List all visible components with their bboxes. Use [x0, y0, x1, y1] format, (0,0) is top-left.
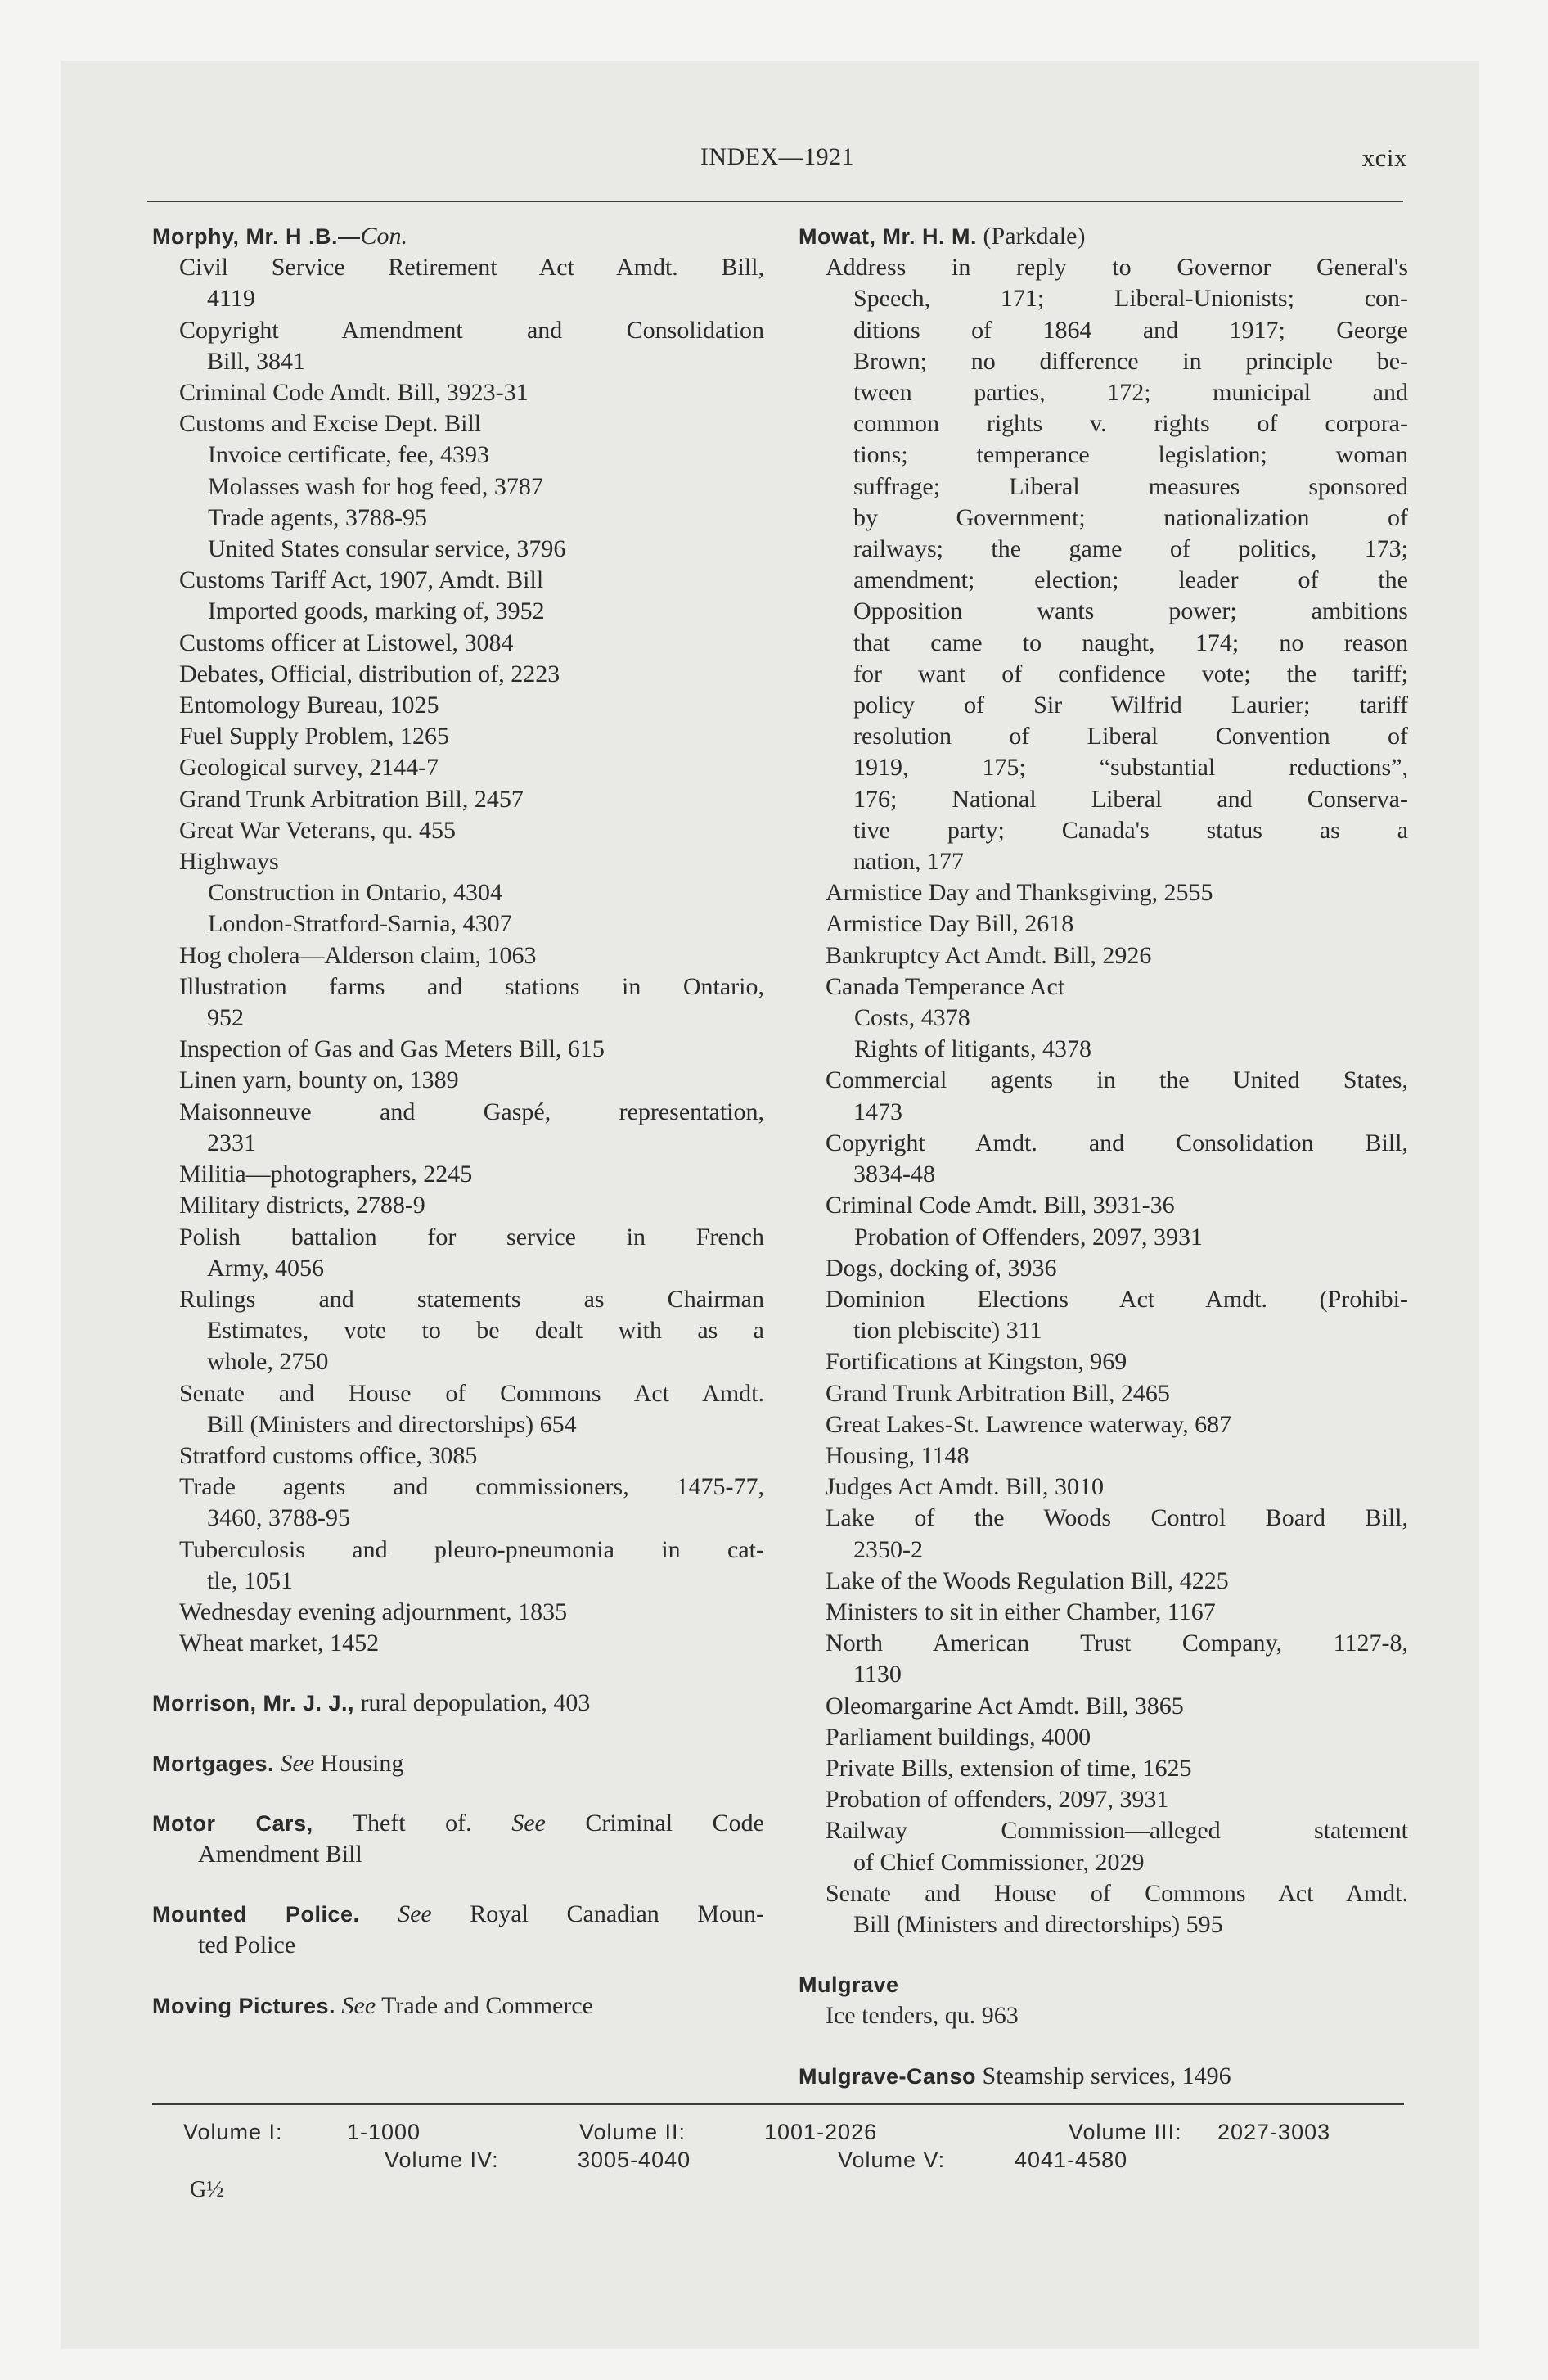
- entry-text: Probation of Offenders, 2097, 3931: [854, 1223, 1204, 1251]
- entry-line: by Government; nationalization of: [853, 503, 1408, 531]
- entry-first-line: [826, 1128, 1408, 1159]
- see-reference: See: [511, 1809, 546, 1837]
- entry-text: Railway Commission—alleged statement: [826, 1817, 1408, 1845]
- entry-line: Address in reply to Governor General's: [826, 254, 1408, 282]
- entry-continuation: Amendment Bill: [198, 1840, 362, 1868]
- entry-heading: Morrison, Mr. J. J.,: [152, 1691, 355, 1716]
- entry-text: Oleomargarine Act Amdt. Bill, 3865: [826, 1692, 1184, 1720]
- index-entry: [799, 2061, 1408, 2092]
- entry-text: Debates, Official, distribution of, 2223: [179, 660, 560, 687]
- entry-first-line: [152, 1899, 764, 1930]
- entry-continuation: Estimates, vote to be dealt with as a: [207, 1317, 764, 1345]
- entry-first-line: [179, 1440, 764, 1472]
- index-entry: [799, 1253, 1408, 1284]
- entry-first-line: [826, 1722, 1408, 1753]
- entry-continuation: 952: [207, 1004, 244, 1032]
- see-reference: See: [398, 1900, 432, 1928]
- entry-line: resolution of Liberal Convention of: [853, 723, 1408, 751]
- entry-continuation: 4119: [207, 285, 255, 313]
- entry-first-line: [208, 908, 764, 940]
- entry-first-line: [179, 628, 764, 659]
- entry-line: railways; the game of politics, 173;: [853, 535, 1408, 563]
- index-entry: [152, 221, 764, 252]
- entry-text: Fuel Supply Problem, 1265: [179, 723, 450, 751]
- index-entry: [799, 940, 1408, 971]
- entry-first-line: [826, 1346, 1408, 1377]
- index-entry: [152, 439, 764, 471]
- entry-text: Housing, 1148: [826, 1441, 970, 1469]
- index-entry: [152, 408, 764, 439]
- index-entry: [152, 846, 764, 877]
- volume-4-range: 3005-4040: [578, 2148, 691, 2172]
- volume-1-range: 1-1000: [347, 2120, 421, 2144]
- entry-text: Geological survey, 2144-7: [179, 754, 439, 782]
- index-entry: [799, 1503, 1408, 1565]
- entry-text: Armistice Day and Thanksgiving, 2555: [826, 879, 1213, 907]
- entry-text: Theft of.: [352, 1809, 512, 1837]
- entry-text: Imported goods, marking of, 3952: [208, 597, 545, 625]
- entry-text: Senate and House of Commons Act Amdt.: [179, 1379, 764, 1407]
- index-entry: [152, 877, 764, 908]
- entry-first-line: [826, 1378, 1408, 1409]
- entry-first-line: [179, 1097, 764, 1128]
- index-entry: [799, 1190, 1408, 1221]
- entry-first-line: [179, 565, 764, 596]
- entry-text: Wednesday evening adjournment, 1835: [179, 1598, 568, 1625]
- volume-4-label: Volume IV:: [385, 2148, 499, 2172]
- entry-text: Wheat market, 1452: [179, 1629, 380, 1657]
- entry-text: London-Stratford-Sarnia, 4307: [208, 910, 512, 938]
- entry-text: Senate and House of Commons Act Amdt.: [826, 1879, 1408, 1907]
- entry-heading: Morphy, Mr. H .B.—: [152, 224, 361, 249]
- index-entry: [152, 471, 764, 503]
- entry-continuation: tle, 1051: [207, 1566, 293, 1594]
- index-entry: [799, 1969, 1408, 2000]
- entry-text: Trade agents and commissioners, 1475-77,: [179, 1473, 764, 1501]
- page-number: xcix: [1361, 143, 1407, 172]
- entry-first-line: [826, 908, 1408, 940]
- entry-text: Highways: [179, 848, 279, 876]
- entry-first-line: [854, 1222, 1408, 1253]
- index-entry: [152, 1097, 764, 1159]
- volume-3-label: Volume III:: [1069, 2120, 1182, 2144]
- index-entry: [799, 1034, 1408, 1065]
- index-entry: [152, 752, 764, 783]
- entry-first-line: [826, 1253, 1408, 1284]
- entry-first-line: [152, 1990, 764, 2022]
- entry-first-line: [826, 1503, 1408, 1534]
- entry-text: Rights of litigants, 4378: [854, 1035, 1092, 1063]
- index-entry: [799, 1003, 1408, 1034]
- entry-first-line: [179, 690, 764, 721]
- entry-first-line: [179, 971, 764, 1003]
- entry-continuation: Bill (Ministers and directorships) 654: [207, 1410, 577, 1438]
- entry-first-line: [152, 1688, 764, 1719]
- volume-5-label: Volume V:: [838, 2148, 946, 2172]
- entry-first-line: [854, 1034, 1408, 1065]
- index-entry: [152, 971, 764, 1034]
- entry-continuation: 1473: [853, 1098, 902, 1125]
- entry-first-line: [179, 1378, 764, 1409]
- entry-continuation: 2350-2: [853, 1535, 923, 1563]
- entry-first-line: [208, 471, 764, 503]
- entry-first-line: [208, 596, 764, 627]
- entry-first-line: [179, 846, 764, 877]
- entry-line: policy of Sir Wilfrid Laurier; tariff: [853, 692, 1408, 719]
- entry-first-line: [179, 1597, 764, 1628]
- entry-text: Great Lakes-St. Lawrence waterway, 687: [826, 1410, 1232, 1438]
- entry-first-line: [826, 1753, 1408, 1784]
- entry-text: Great War Veterans, qu. 455: [179, 816, 457, 844]
- entry-first-line: [179, 1222, 764, 1253]
- entry-first-line: [179, 659, 764, 690]
- volume-2-label: Volume II:: [579, 2120, 686, 2144]
- entry-heading: Motor Cars,: [152, 1810, 313, 1836]
- entry-text: Housing: [314, 1749, 404, 1777]
- index-entry: [152, 1284, 764, 1378]
- entry-text: Criminal Code Amdt. Bill, 3931-36: [826, 1192, 1175, 1219]
- entry-line: 1919, 175; “substantial reductions”,: [853, 754, 1408, 782]
- entry-line: amendment; election; leader of the: [853, 566, 1408, 594]
- entry-continuation: 3460, 3788-95: [207, 1504, 350, 1532]
- entry-text: Tuberculosis and pleuro-pneumonia in cat-: [179, 1535, 764, 1563]
- entry-first-line: [179, 784, 764, 815]
- entry-heading: Mulgrave-Canso: [799, 2063, 977, 2089]
- index-entry: [799, 221, 1408, 252]
- index-entry: [799, 1222, 1408, 1253]
- index-entry: [152, 252, 764, 314]
- entry-first-line: [826, 1691, 1408, 1722]
- entry-continuation: 3834-48: [853, 1161, 935, 1188]
- entry-text: Bankruptcy Act Amdt. Bill, 2926: [826, 941, 1152, 969]
- entry-text: Trade and Commerce: [376, 1991, 593, 2019]
- index-entry: [152, 1222, 764, 1284]
- entry-first-line: [208, 877, 764, 908]
- index-entry: [152, 721, 764, 752]
- entry-first-line: [179, 815, 764, 846]
- entry-line: Brown; no difference in principle be-: [853, 347, 1408, 375]
- entry-heading: Mortgages.: [152, 1751, 275, 1776]
- entry-text: Inspection of Gas and Gas Meters Bill, 615: [179, 1035, 605, 1063]
- entry-first-line: [179, 1159, 764, 1190]
- entry-text: Stratford customs office, 3085: [179, 1441, 478, 1469]
- entry-continuation: Army, 4056: [207, 1254, 325, 1282]
- index-entry: [799, 971, 1408, 1003]
- index-entry: [152, 503, 764, 534]
- entry-first-line: [826, 1597, 1408, 1628]
- entry-first-line: [799, 221, 1408, 252]
- entry-line: 176; National Liberal and Conserva-: [853, 785, 1408, 813]
- entry-first-line: [152, 221, 764, 252]
- entry-text: Molasses wash for hog feed, 3787: [208, 472, 543, 500]
- entry-first-line: [179, 408, 764, 439]
- entry-text: Costs, 4378: [854, 1004, 970, 1032]
- entry-first-line: [826, 1878, 1408, 1909]
- index-entry: [799, 2000, 1408, 2031]
- entry-text: Probation of offenders, 2097, 3931: [826, 1786, 1169, 1814]
- index-entry: [799, 908, 1408, 940]
- index-entry: [152, 1990, 764, 2022]
- index-entry: [152, 784, 764, 815]
- entry-line: Opposition wants power; ambitions: [853, 597, 1408, 625]
- entry-text: Maisonneuve and Gaspé, representation,: [179, 1098, 764, 1125]
- entry-continuation: Bill (Ministers and directorships) 595: [853, 1910, 1223, 1938]
- entry-first-line: [179, 1628, 764, 1659]
- entry-text: Trade agents, 3788-95: [208, 503, 428, 531]
- index-entry: [152, 1065, 764, 1096]
- entry-first-line: [179, 377, 764, 408]
- index-entry: [799, 1628, 1408, 1690]
- entry-first-line: [826, 940, 1408, 971]
- index-entry: [799, 1440, 1408, 1472]
- footer-rule: [152, 2103, 1404, 2105]
- entry-first-line: [179, 1535, 764, 1566]
- index-entry: [152, 1034, 764, 1065]
- index-entry: [799, 1128, 1408, 1190]
- volume-5-range: 4041-4580: [1015, 2148, 1128, 2172]
- entry-first-line: [179, 1190, 764, 1221]
- entry-first-line: [826, 1628, 1408, 1659]
- running-head: [147, 143, 1407, 184]
- entry-text: Steamship services, 1496: [982, 2062, 1231, 2089]
- entry-heading-italic: Con.: [360, 223, 408, 250]
- entry-line: for want of confidence vote; the tariff;: [853, 660, 1408, 687]
- entry-text: (Parkdale): [983, 223, 1086, 250]
- entry-first-line: [208, 534, 764, 565]
- index-entry: [152, 659, 764, 690]
- entry-first-line: [152, 1808, 764, 1839]
- index-entry: [152, 1748, 764, 1779]
- entry-text: Military districts, 2788-9: [179, 1192, 425, 1219]
- entry-first-line: [826, 1065, 1408, 1096]
- entry-text: Copyright Amendment and Consolidation: [179, 316, 764, 344]
- entry-text: Grand Trunk Arbitration Bill, 2465: [826, 1379, 1170, 1407]
- index-entry: [799, 1753, 1408, 1784]
- entry-line: ditions of 1864 and 1917; George: [853, 316, 1408, 344]
- index-entry: [799, 252, 1408, 877]
- index-entry: [799, 1878, 1408, 1941]
- entry-first-line: [152, 1748, 764, 1779]
- entry-text: Judges Act Amdt. Bill, 3010: [826, 1473, 1105, 1501]
- entry-first-line: [826, 971, 1408, 1003]
- index-entry: [799, 1472, 1408, 1503]
- volume-1-label: Volume I:: [183, 2120, 283, 2144]
- index-entry: [799, 1346, 1408, 1377]
- entry-line: nation, 177: [853, 848, 964, 876]
- entry-text: Militia—photographers, 2245: [179, 1161, 473, 1188]
- entry-heading: Mowat, Mr. H. M.: [799, 224, 978, 249]
- index-entry: [152, 1472, 764, 1534]
- left-index-column: [152, 221, 764, 2022]
- entry-text: Dominion Elections Act Amdt. (Prohibi-: [826, 1285, 1408, 1313]
- entry-first-line: [799, 2061, 1408, 2092]
- entry-first-line: [179, 721, 764, 752]
- index-entry: [152, 565, 764, 596]
- entry-first-line: [179, 1065, 764, 1096]
- entry-line: tive party; Canada's status as a: [853, 816, 1408, 844]
- entry-text: Polish battalion for service in French: [179, 1223, 764, 1251]
- entry-text: Customs officer at Listowel, 3084: [179, 629, 514, 656]
- entry-first-line: [179, 1284, 764, 1315]
- signature-mark: G½: [190, 2177, 224, 2202]
- entry-first-line: [826, 2000, 1408, 2031]
- index-entry: [152, 1440, 764, 1472]
- volume-2-range: 1001-2026: [764, 2120, 878, 2144]
- index-entry: [799, 1597, 1408, 1628]
- entry-line: that came to naught, 174; no reason: [853, 629, 1408, 656]
- entry-continuation: Bill, 3841: [207, 347, 306, 375]
- entry-heading: Mounted Police.: [152, 1902, 360, 1927]
- entry-text: Ministers to sit in either Chamber, 1167: [826, 1598, 1216, 1625]
- entry-continuation: tion plebiscite) 311: [853, 1317, 1042, 1345]
- entry-first-line: [826, 1566, 1408, 1597]
- entry-text: Fortifications at Kingston, 969: [826, 1348, 1127, 1376]
- entry-text: Construction in Ontario, 4304: [208, 879, 502, 907]
- entry-first-line: [179, 1472, 764, 1503]
- entry-first-line: [854, 1003, 1408, 1034]
- header-rule: [147, 201, 1403, 202]
- entry-text: Ice tenders, qu. 963: [826, 2002, 1019, 2030]
- entry-line: suffrage; Liberal measures sponsored: [853, 472, 1408, 500]
- entry-text: Private Bills, extension of time, 1625: [826, 1754, 1192, 1782]
- index-entry: [152, 1535, 764, 1597]
- entry-text: Hog cholera—Alderson claim, 1063: [179, 941, 537, 969]
- entry-line: tween parties, 172; municipal and: [853, 379, 1408, 407]
- entry-first-line: [179, 252, 764, 283]
- entry-first-line: [179, 1034, 764, 1065]
- entry-heading: Mulgrave: [799, 1972, 899, 1998]
- entry-first-line: [826, 1472, 1408, 1503]
- entry-text: Canada Temperance Act: [826, 972, 1065, 1000]
- entry-continuation: 1130: [853, 1661, 902, 1688]
- entry-text: Civil Service Retirement Act Amdt. Bill,: [179, 254, 764, 282]
- entry-continuation: whole, 2750: [207, 1348, 329, 1376]
- index-entry: [152, 1190, 764, 1221]
- entry-text: Armistice Day Bill, 2618: [826, 910, 1074, 938]
- index-entry: [152, 1378, 764, 1440]
- index-entry: [152, 815, 764, 846]
- entry-text-2: Criminal Code: [545, 1809, 764, 1837]
- index-entry: [152, 1808, 764, 1870]
- entry-first-line: [208, 503, 764, 534]
- entry-first-line: [826, 1815, 1408, 1846]
- index-entry: [799, 1691, 1408, 1722]
- index-entry: [152, 1628, 764, 1659]
- entry-first-line: [179, 752, 764, 783]
- index-entry: [799, 1065, 1408, 1127]
- index-entry: [799, 1284, 1408, 1346]
- entry-continuation: ted Police: [198, 1931, 296, 1959]
- index-entry: [799, 1722, 1408, 1753]
- index-entry: [152, 690, 764, 721]
- index-entry: [152, 1688, 764, 1719]
- index-entry: [799, 1378, 1408, 1409]
- index-entry: [799, 877, 1408, 908]
- entry-first-line: [826, 877, 1408, 908]
- entry-first-line: [826, 1440, 1408, 1472]
- entry-heading: Moving Pictures.: [152, 1993, 336, 2018]
- entry-line: Speech, 171; Liberal-Unionists; con-: [853, 285, 1408, 313]
- volume-3-range: 2027-3003: [1217, 2120, 1331, 2144]
- entry-continuation: of Chief Commissioner, 2029: [853, 1848, 1145, 1876]
- index-entry: [799, 1784, 1408, 1815]
- entry-text: Dogs, docking of, 3936: [826, 1254, 1057, 1282]
- entry-text: Commercial agents in the United States,: [826, 1066, 1408, 1094]
- entry-text: Royal Canadian Moun-: [431, 1900, 764, 1928]
- index-entry: [152, 628, 764, 659]
- index-entry: [152, 1159, 764, 1190]
- entry-text: Customs and Excise Dept. Bill: [179, 410, 482, 438]
- index-entry: [152, 1597, 764, 1628]
- entry-text: Grand Trunk Arbitration Bill, 2457: [179, 785, 524, 813]
- index-entry: [152, 377, 764, 408]
- entry-continuation: 2331: [207, 1129, 256, 1156]
- index-entry: [799, 1409, 1408, 1440]
- entry-text: Entomology Bureau, 1025: [179, 692, 439, 719]
- entry-first-line: [208, 439, 764, 471]
- entry-first-line: [179, 940, 764, 971]
- entry-text: Copyright Amdt. and Consolidation Bill,: [826, 1129, 1408, 1156]
- index-entry: [152, 534, 764, 565]
- entry-first-line: [826, 1409, 1408, 1440]
- entry-text: Illustration farms and stations in Ontario,: [179, 972, 764, 1000]
- index-entry: [152, 940, 764, 971]
- entry-text: Linen yarn, bounty on, 1389: [179, 1066, 459, 1094]
- entry-text: Invoice certificate, fee, 4393: [208, 441, 489, 469]
- entry-text: rural depopulation, 403: [360, 1689, 591, 1717]
- entry-text: North American Trust Company, 1127-8,: [826, 1629, 1408, 1657]
- index-entry: [799, 1566, 1408, 1597]
- entry-first-line: [826, 1190, 1408, 1221]
- entry-first-line: [826, 1284, 1408, 1315]
- index-entry: [152, 1899, 764, 1961]
- index-entry: [799, 1815, 1408, 1877]
- entry-text: Rulings and statements as Chairman: [179, 1285, 764, 1313]
- index-entry: [152, 908, 764, 940]
- right-index-column: [799, 221, 1408, 2092]
- entry-text: Lake of the Woods Control Board Bill,: [826, 1504, 1408, 1532]
- see-reference: See: [280, 1749, 315, 1777]
- entry-text: United States consular service, 3796: [208, 535, 566, 563]
- entry-text: Parliament buildings, 4000: [826, 1723, 1091, 1751]
- index-entry: [152, 315, 764, 377]
- entry-line: tions; temperance legislation; woman: [853, 441, 1408, 469]
- entry-first-line: [826, 1784, 1408, 1815]
- entry-first-line: [179, 315, 764, 346]
- page-title: INDEX—1921: [700, 143, 855, 170]
- see-reference: See: [341, 1991, 376, 2019]
- entry-text: Customs Tariff Act, 1907, Amdt. Bill: [179, 566, 544, 594]
- entry-first-line: [799, 1969, 1408, 2000]
- index-entry: [152, 596, 764, 627]
- entry-text: Lake of the Woods Regulation Bill, 4225: [826, 1566, 1229, 1594]
- entry-line: common rights v. rights of corpora-: [853, 410, 1408, 438]
- entry-text: Criminal Code Amdt. Bill, 3923-31: [179, 379, 529, 407]
